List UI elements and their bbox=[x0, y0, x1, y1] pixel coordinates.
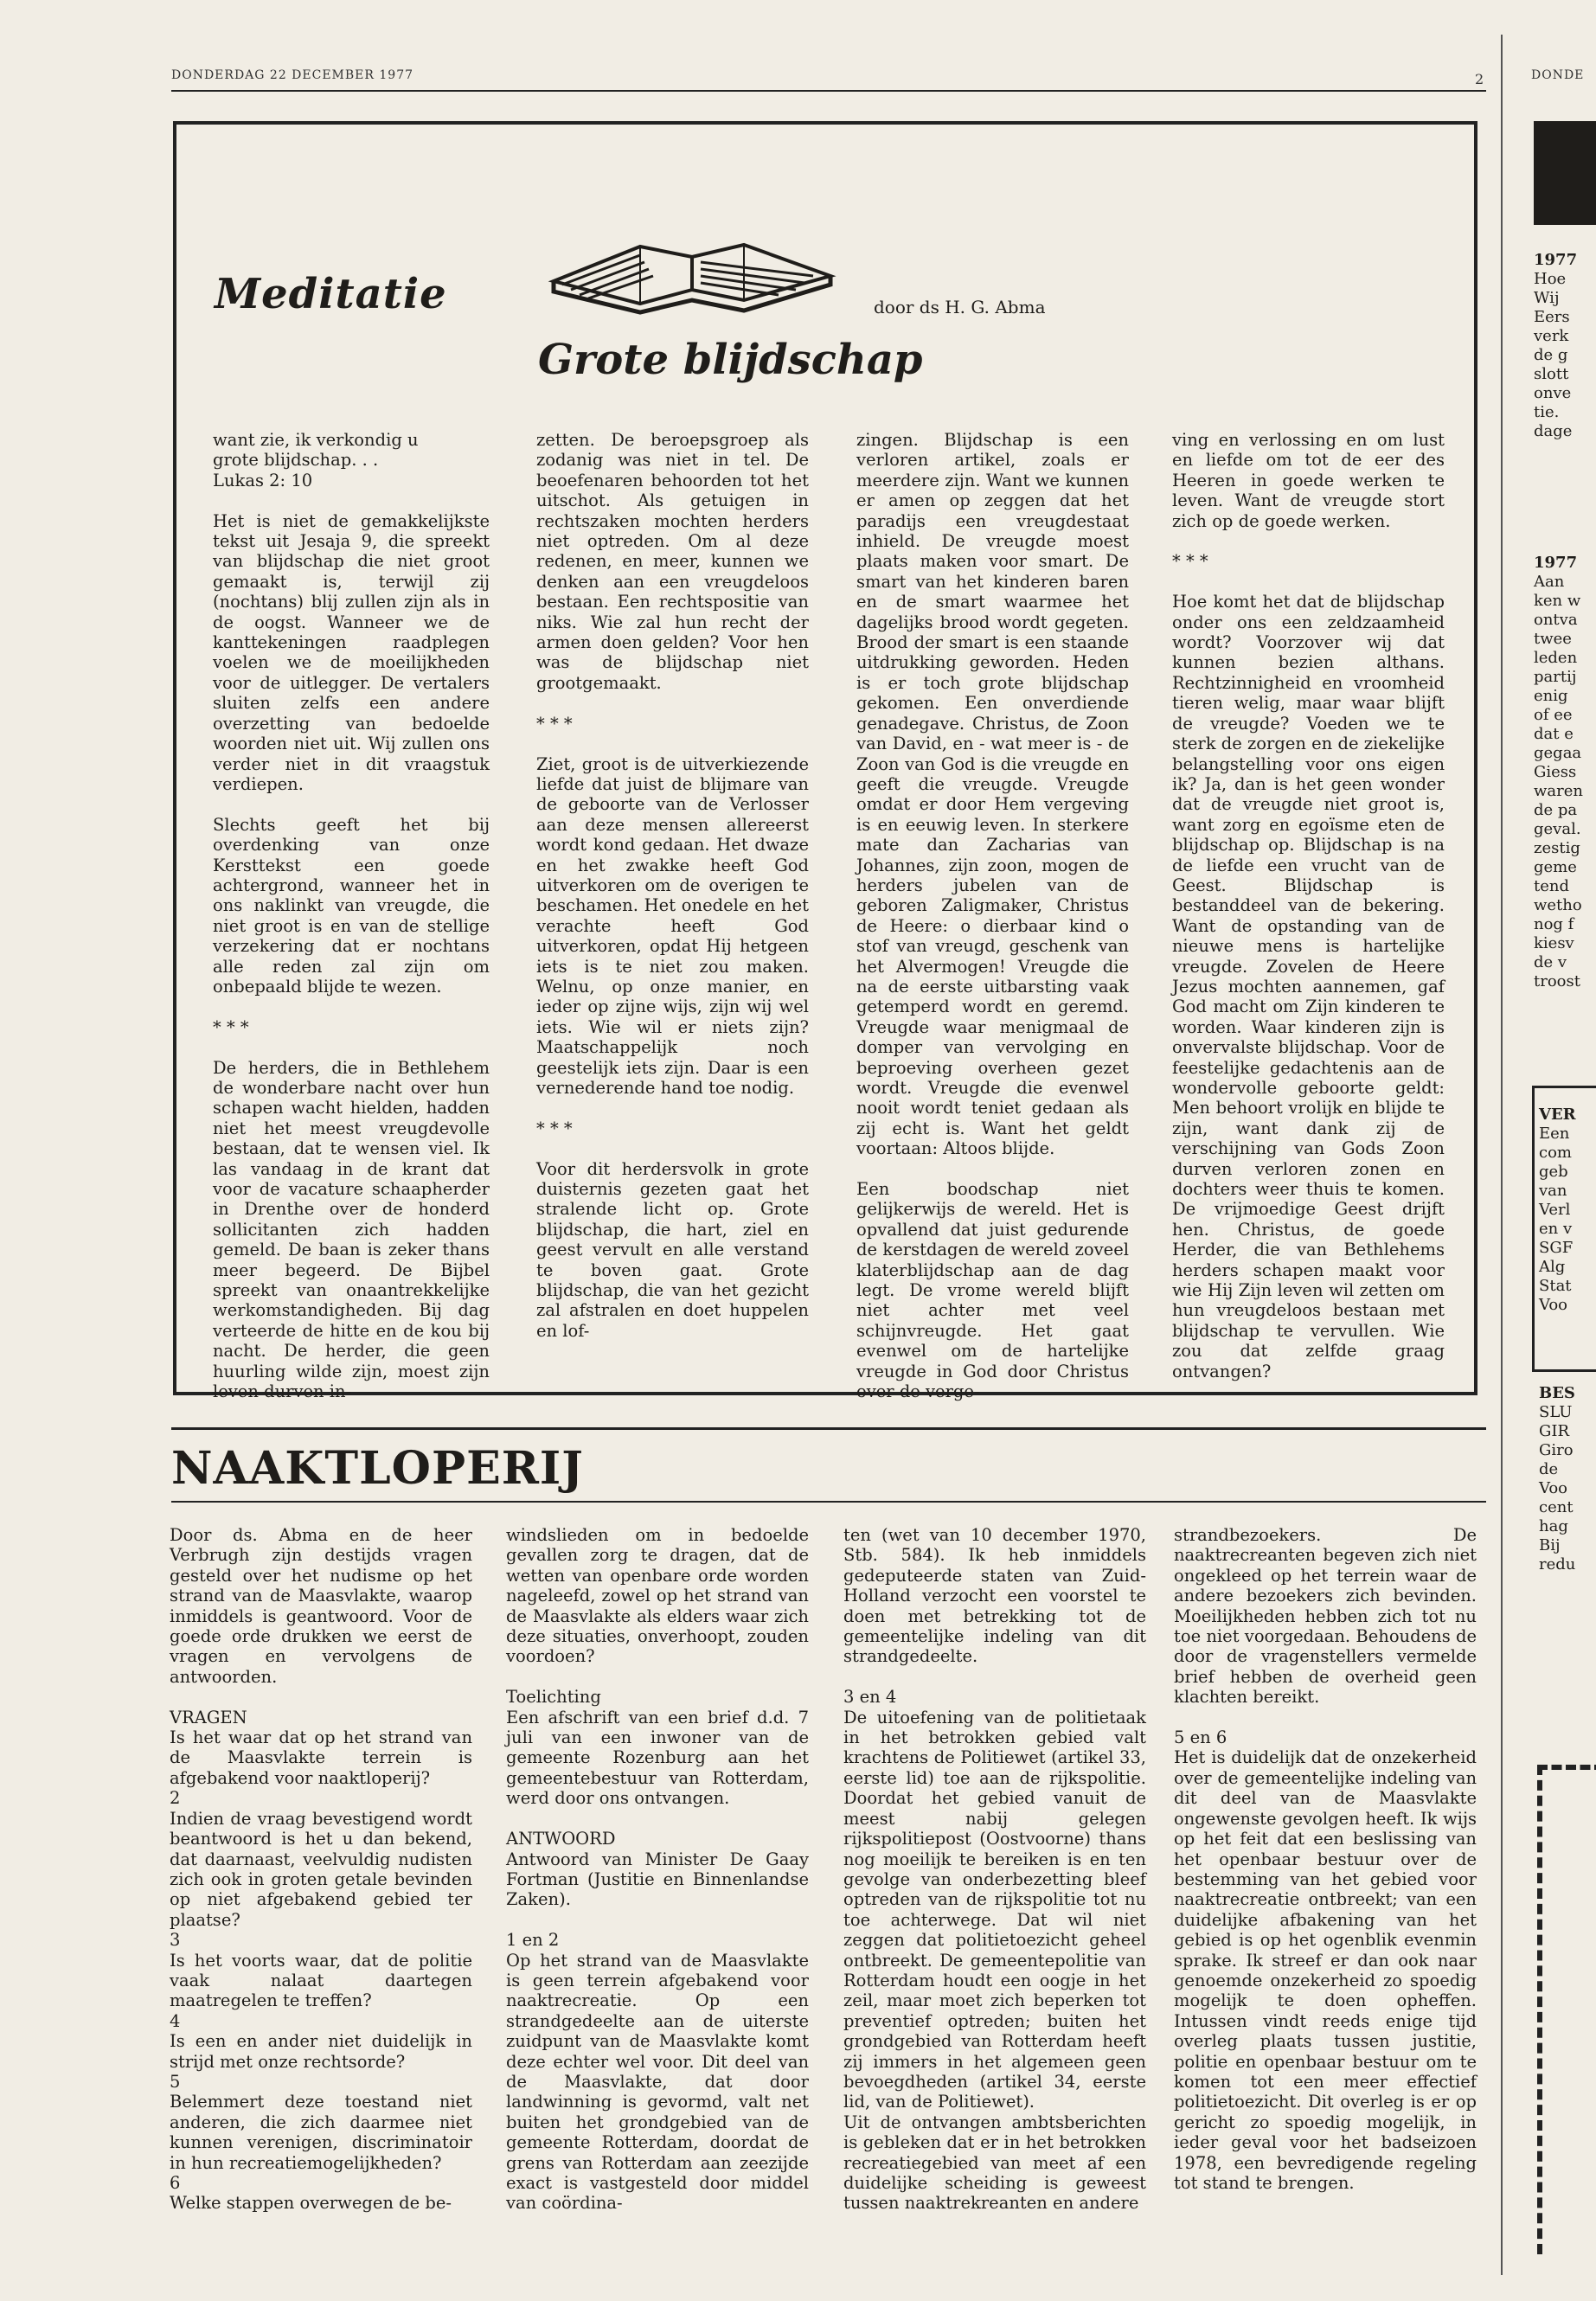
meditatie-kicker: Meditatie bbox=[215, 270, 447, 318]
adjacent-line: en v bbox=[1539, 1220, 1573, 1238]
adjacent-line: of ee bbox=[1534, 706, 1573, 724]
adjacent-line: onve bbox=[1534, 384, 1572, 402]
adjacent-line: twee bbox=[1534, 630, 1572, 648]
naakt-column-1: Door ds. Abma en de heer Verbrugh zijn destijds vragen gesteld over het nudisme op het strand van de Maasvlakte, waarop inmiddels is geantwoord. Voor de goede orde drukken we eerst de vragen en vervolgens de antwoorden. VRAGEN Is het waar dat op het strand van de Maasvlakte terrein is afgebakend voor naaktloperij? 2 Indien de vraag bevestigend wordt beantwoord is het u dan bekend, dat daarnaast, veelvuldig nudisten zich ook in groten getale bevinden op niet afgebakend gebied ter plaatse? 3 Is het voorts waar, dat de politie vaak nalaat daartegen maatregelen te treffen? 4 Is een en ander niet duidelijk in strijd met onze rechtsorde? 5 Belemmert deze toestand niet anderen, die zich daarmee niet kunnen verenigen, discriminatoir in hun recreatiemogelijkheden? 6 Welke stappen overwegen de be- bbox=[170, 1525, 472, 2214]
adjacent-line: de v bbox=[1534, 953, 1567, 971]
page-header-date: DONDERDAG 22 DECEMBER 1977 bbox=[171, 68, 414, 82]
adjacent-line: geval. bbox=[1534, 820, 1581, 838]
adjacent-line: com bbox=[1539, 1144, 1572, 1162]
adjacent-line: leden bbox=[1534, 649, 1578, 667]
adjacent-line: redu bbox=[1539, 1555, 1576, 1574]
adjacent-line: SGF bbox=[1539, 1239, 1574, 1257]
adjacent-line: Een bbox=[1539, 1125, 1570, 1143]
adjacent-line: de bbox=[1539, 1460, 1559, 1478]
adjacent-box-e bbox=[1537, 1765, 1596, 2254]
adjacent-line: zestig bbox=[1534, 839, 1580, 857]
adjacent-line: tie. bbox=[1534, 403, 1560, 421]
adjacent-line: Stat bbox=[1539, 1277, 1572, 1295]
header-rule bbox=[171, 90, 1486, 92]
naakt-column-4: strandbezoekers. De naaktrecreanten begeven zich niet ongekleed op het terrein waar de andere bezoekers zich bevinden. Moeilijkheden hebben zich tot nu toe niet voorgedaan. Behoudens de door de vragenstellers vermelde brief hebben de overheid geen klachten bereikt. 5 en 6 Het is duidelijk dat de onzekerheid over de gemeentelijke indeling van dit deel van de Maasvlakte ongewenste gevolgen heeft. Ik wijs op het feit dat een beslissing van het openbaar bestuur over de bestemming van het gebied voor naaktrecreatie ontbreekt; van een duidelijke afbakening van het gebied is op het ogenblik evenmin sprake. Ik streef er dan ook naar genoemde onzekerheid zo spoedig mogelijk te doen opheffen. Intussen vindt reeds enige tijd overleg plaats tussen justitie, politie en openbaar bestuur om te komen tot een meer effectief politietoezicht. Dit overleg is er op gericht zo spoedig mogelijk, in ieder geval voor het badseizoen 1978, een bevredigende regeling tot stand te brengen. bbox=[1174, 1525, 1477, 2193]
section-rule-bottom bbox=[171, 1501, 1486, 1503]
naaktloperij-headline: NAAKTLOPERIJ bbox=[171, 1442, 584, 1495]
adjacent-line: enig bbox=[1534, 687, 1568, 705]
adjacent-line: waren bbox=[1534, 782, 1583, 800]
adjacent-line: partij bbox=[1534, 668, 1577, 686]
adjacent-line: troost bbox=[1534, 972, 1580, 990]
adjacent-line: kiesv bbox=[1534, 934, 1574, 952]
meditatie-column-1: want zie, ik verkondig u grote blijdschap. . . Lukas 2: 10 Het is niet de gemakkelijkste tekst uit Jesaja 9, die spreekt van blijdschap die niet groot gemaakt is, terwijl zij (nochtans) blij zullen zijn als in de oogst. Wanneer we de kanttekeningen raadplegen voelen we de moeilijkheden voor de uitlegger. De vertalers sluiten zelfs een andere overzetting van bedoelde woorden niet uit. Wij zullen ons verder niet in dit vraagstuk verdiepen. Slechts geeft het bij overdenking van onze Kersttekst een goede achtergrond, wanneer het in ons naklinkt van vreugde, die niet groot is en van de stellige verzekering dat er nochtans alle reden zal zijn om onbepaald blijde te wezen. * * * De herders, die in Bethlehem de wonderbare nacht over hun schapen wacht hielden, hadden niet het meest vreugdevolle bestaan, dat te wensen viel. Ik las vandaag in de krant dat voor de vacature schaapherder in Drenthe over de honderd sollicitanten zich hadden gemeld. De baan is zeker thans meer begeerd. De Bijbel spreekt van onaantrekkelijke werkomstandigheden. Bij dag verteerde de hitte en de kou bij nacht. De herder, die geen huurling wilde zijn, moest zijn leven durven in- bbox=[213, 430, 490, 1402]
adjacent-line: tend bbox=[1534, 877, 1570, 895]
adjacent-line: Giro bbox=[1539, 1441, 1574, 1459]
adjacent-line: slott bbox=[1534, 365, 1569, 383]
adjacent-line: dage bbox=[1534, 422, 1573, 440]
section-rule-top bbox=[171, 1427, 1486, 1430]
adjacent-line: SLU bbox=[1539, 1403, 1573, 1421]
adjacent-line: Alg bbox=[1539, 1258, 1566, 1276]
adjacent-text-b bbox=[1534, 554, 1583, 991]
adjacent-line: GIR bbox=[1539, 1422, 1570, 1440]
adjacent-line: verk bbox=[1534, 327, 1569, 345]
naakt-column-3: ten (wet van 10 december 1970, Stb. 584). Ik heb inmiddels gedeputeerde staten van Zuid-Holland verzocht een voorstel te doen met betrekking tot de gemeentelijke indeling van dit strandgedeelte. 3 en 4 De uitoefening van de politietaak in het betrokken gebied valt krachtens de Politiewet (artikel 33, eerste lid) toe aan de rijkspolitie. Doordat het gebied vanuit de meest nabij gelegen rijkspolitiepost (Oostvoorne) thans nog moeilijk te bereiken is en ten gevolge van onderbezetting bleef optreden van de rijkspolitie tot nu toe achterwege. Dat wil niet zeggen dat politietoezicht geheel ontbreekt. De gemeentepolitie van Rotterdam houdt een oogje in het zeil, maar moet zich beperken tot preventief optreden; buiten het grondgebied van Rotterdam heeft zij immers in het algemeen geen bevoegdheden (artikel 34, eerste lid, van de Politiewet). Uit de ontvangen ambtsberichten is gebleken dat er in het betrokken recreatiegebied van meet af een duidelijke scheiding is geweest tussen naaktrekreanten en andere bbox=[843, 1525, 1146, 2214]
meditatie-column-4: ving en verlossing en om lust en liefde om tot de eer des Heeren in goede werken te leven. Want de vreugde stort zich op de goede werken. * * * Hoe komt het dat de blijdschap onder ons een zeldzaamheid wordt? Voorzover wij dat kunnen bezien althans. Rechtzinnigheid en vroomheid tieren welig, maar waar blijft de vreugde? Voeden we te sterk de zorgen en de ziekelijke belangstelling voor ons eigen ik? Ja, dan is het geen wonder dat de vreugde niet groot is, want zorg en egoïsme eten de blijdschap op. Blijdschap is na de liefde een vrucht van de Geest. Blijdschap is bestanddeel van de bekering. Want de opstanding van de nieuwe mens is hartelijke vreugde. Zovelen de Heere Jezus mochten aannemen, gaf God macht om Zijn kinderen te worden. Waar kinderen zijn is onvervalste blijdschap. Voor de feestelijke gedachtenis aan de wondervolle geboorte geldt: Men behoort vrolijk en blijde te zijn, want dank zij de verschijning van Gods Zoon durven verloren zonen en dochters weer thuis te komen. De vrijmoedige Geest drijft hen. Christus, de goede Herder, die van Bethlehems herders schapen maakt voor wie Hij Zijn leven wil zetten om hun vreugdeloos bestaan met blijdschap te vervullen. Wie zou dat zelfde graag ontvangen? bbox=[1172, 430, 1445, 1381]
meditatie-author: door ds H. G. Abma bbox=[874, 297, 1046, 317]
adjacent-line: Giess bbox=[1534, 763, 1577, 781]
meditatie-column-2: zetten. De beroepsgroep als zodanig was niet in tel. De beoefenaren behoorden tot het uitschot. Als getuigen in rechtszaken mochten herders niet optreden. Om al deze redenen, en meer, kunnen we denken aan een vreugdeloos bestaan. Een rechtspositie van niks. Wie zal hun recht der armen doen gelden? Voor hen was de blijdschap niet grootgemaakt. * * * Ziet, groot is de uitverkiezende liefde dat juist de blijmare van de geboorte van de Verlosser aan deze mensen allereerst wordt kond gedaan. Het dwaze en het zwakke heeft God uitverkoren om de overigen te beschamen. Het onedele en het verachte heeft God uitverkoren, opdat Hij hetgeen iets is te niet zou maken. Welnu, op onze manier, en ieder op zijne wijs, zijn wij wel iets. Wie wil er niets zijn? Maatschappelijk noch geestelijk iets zijn. Daar is een vernederende hand toe nodig. * * * Voor dit herdersvolk in grote duisternis gezeten gaat het stralende licht op. Grote blijdschap, die hart, ziel en geest vervult en alle verstand te boven gaat. Grote blijdschap, die van het gezicht zal afstralen en doet huppelen en lof- bbox=[536, 430, 809, 1341]
adjacent-line: ontva bbox=[1534, 611, 1578, 629]
meditatie-column-3: zingen. Blijdschap is een verloren artikel, zoals er meerdere zijn. Want we kunnen er amen op zeggen dat het paradijs een vreugdestaat inhield. De vreugde moest plaats maken voor smart. De smart van het kinderen baren en de smart waarmee het dagelijks brood wordt gegeten. Brood der smart is een staande uitdrukking geworden. Heden is er toch grote blijdschap gekomen. Een onverdiende genadegave. Christus, de Zoon van David, en - wat meer is - de Zoon van God is die vreugde en geeft die vreugde. Vreugde omdat er door Hem vergeving is en eeuwig leven. In sterkere mate dan Zacharias van Johannes, zijn zoon, mogen de herders jubelen van de geboren Zaligmaker, Christus de Heere: o dierbaar kind o stof van vreugd, geschenk van het Alvermogen! Vreugde die na de eerste uitbarsting vaak getemperd wordt en geremd. Vreugde waar menigmaal de domper van vervolging en beproeving overheen gezet wordt. Vreugde die evenwel nooit wordt teniet gedaan als zij echt is. Want het geldt voortaan: Altoos blijde. Een boodschap niet gelijkerwijs de wereld. Het is opvallend dat juist gedurende de kerstdagen de wereld zoveel klaterblijdschap aan de dag legt. De vrome wereld blijft niet achter met veel schijnvreugde. Het gaat evenwel om de hartelijke vreugde in God door Christus over de verge- bbox=[856, 430, 1129, 1402]
adjacent-line: nog f bbox=[1534, 915, 1574, 933]
adjacent-line: ken w bbox=[1534, 592, 1581, 610]
adjacent-line: Hoe bbox=[1534, 270, 1567, 288]
next-page-header: DONDE bbox=[1531, 68, 1585, 82]
adjacent-line: cent bbox=[1539, 1498, 1574, 1516]
adjacent-line: geme bbox=[1534, 858, 1577, 876]
adjacent-line: wetho bbox=[1534, 896, 1582, 914]
adjacent-line: de g bbox=[1534, 346, 1568, 364]
adjacent-line: van bbox=[1539, 1182, 1567, 1200]
adjacent-line: Bij bbox=[1539, 1536, 1561, 1554]
adjacent-line: Eers bbox=[1534, 308, 1570, 326]
adjacent-page-strip bbox=[1527, 0, 1596, 2301]
adjacent-line: 1977 bbox=[1534, 554, 1578, 572]
adjacent-line: Aan bbox=[1534, 573, 1565, 591]
adjacent-line: Verl bbox=[1539, 1201, 1571, 1219]
adjacent-text-a bbox=[1534, 251, 1577, 441]
adjacent-line: BES bbox=[1539, 1384, 1575, 1402]
adjacent-line: dat e bbox=[1534, 725, 1574, 743]
adjacent-text-d bbox=[1539, 1384, 1575, 1574]
adjacent-line: hag bbox=[1539, 1517, 1568, 1535]
adjacent-line: Voo bbox=[1539, 1479, 1568, 1497]
adjacent-line: Voo bbox=[1539, 1296, 1568, 1314]
page-number: 2 bbox=[1475, 71, 1485, 87]
adjacent-line: de pa bbox=[1534, 801, 1578, 819]
adjacent-text-c bbox=[1539, 1106, 1576, 1315]
naakt-column-2: windslieden om in bedoelde gevallen zorg te dragen, dat de wetten van openbare orde worden nageleefd, zowel op het strand van de Maasvlakte als elders waar zich deze situaties, onverhoopt, zouden voordoen? Toelichting Een afschrift van een brief d.d. 7 juli van een inwoner van de gemeente Rozenburg aan het gemeentebestuur van Rotterdam, werd door ons ontvangen. ANTWOORD Antwoord van Minister De Gaay Fortman (Justitie en Binnenlandse Zaken). 1 en 2 Op het strand van de Maasvlakte is geen terrein afgebakend voor naaktrecreatie. Op een strandgedeelte aan de uiterste zuidpunt van de Maasvlakte komt deze echter wel voor. Dit deel van de Maasvlakte, dat door landwinning is gevormd, valt net buiten het grondgebied van de gemeente Rotterdam, doordat de grens van Rotterdam aan zeezijde exact is vastgesteld door middel van coördina- bbox=[506, 1525, 809, 2214]
page-gutter-line bbox=[1501, 35, 1503, 2275]
adjacent-line: Wij bbox=[1534, 289, 1560, 307]
open-bible-illustration bbox=[536, 221, 848, 316]
adjacent-black-block bbox=[1534, 121, 1596, 225]
adjacent-line: geb bbox=[1539, 1163, 1568, 1181]
adjacent-line: gegaa bbox=[1534, 744, 1582, 762]
meditatie-title: Grote blijdschap bbox=[538, 336, 923, 384]
adjacent-line: VER bbox=[1539, 1106, 1576, 1124]
adjacent-line: 1977 bbox=[1534, 251, 1578, 269]
